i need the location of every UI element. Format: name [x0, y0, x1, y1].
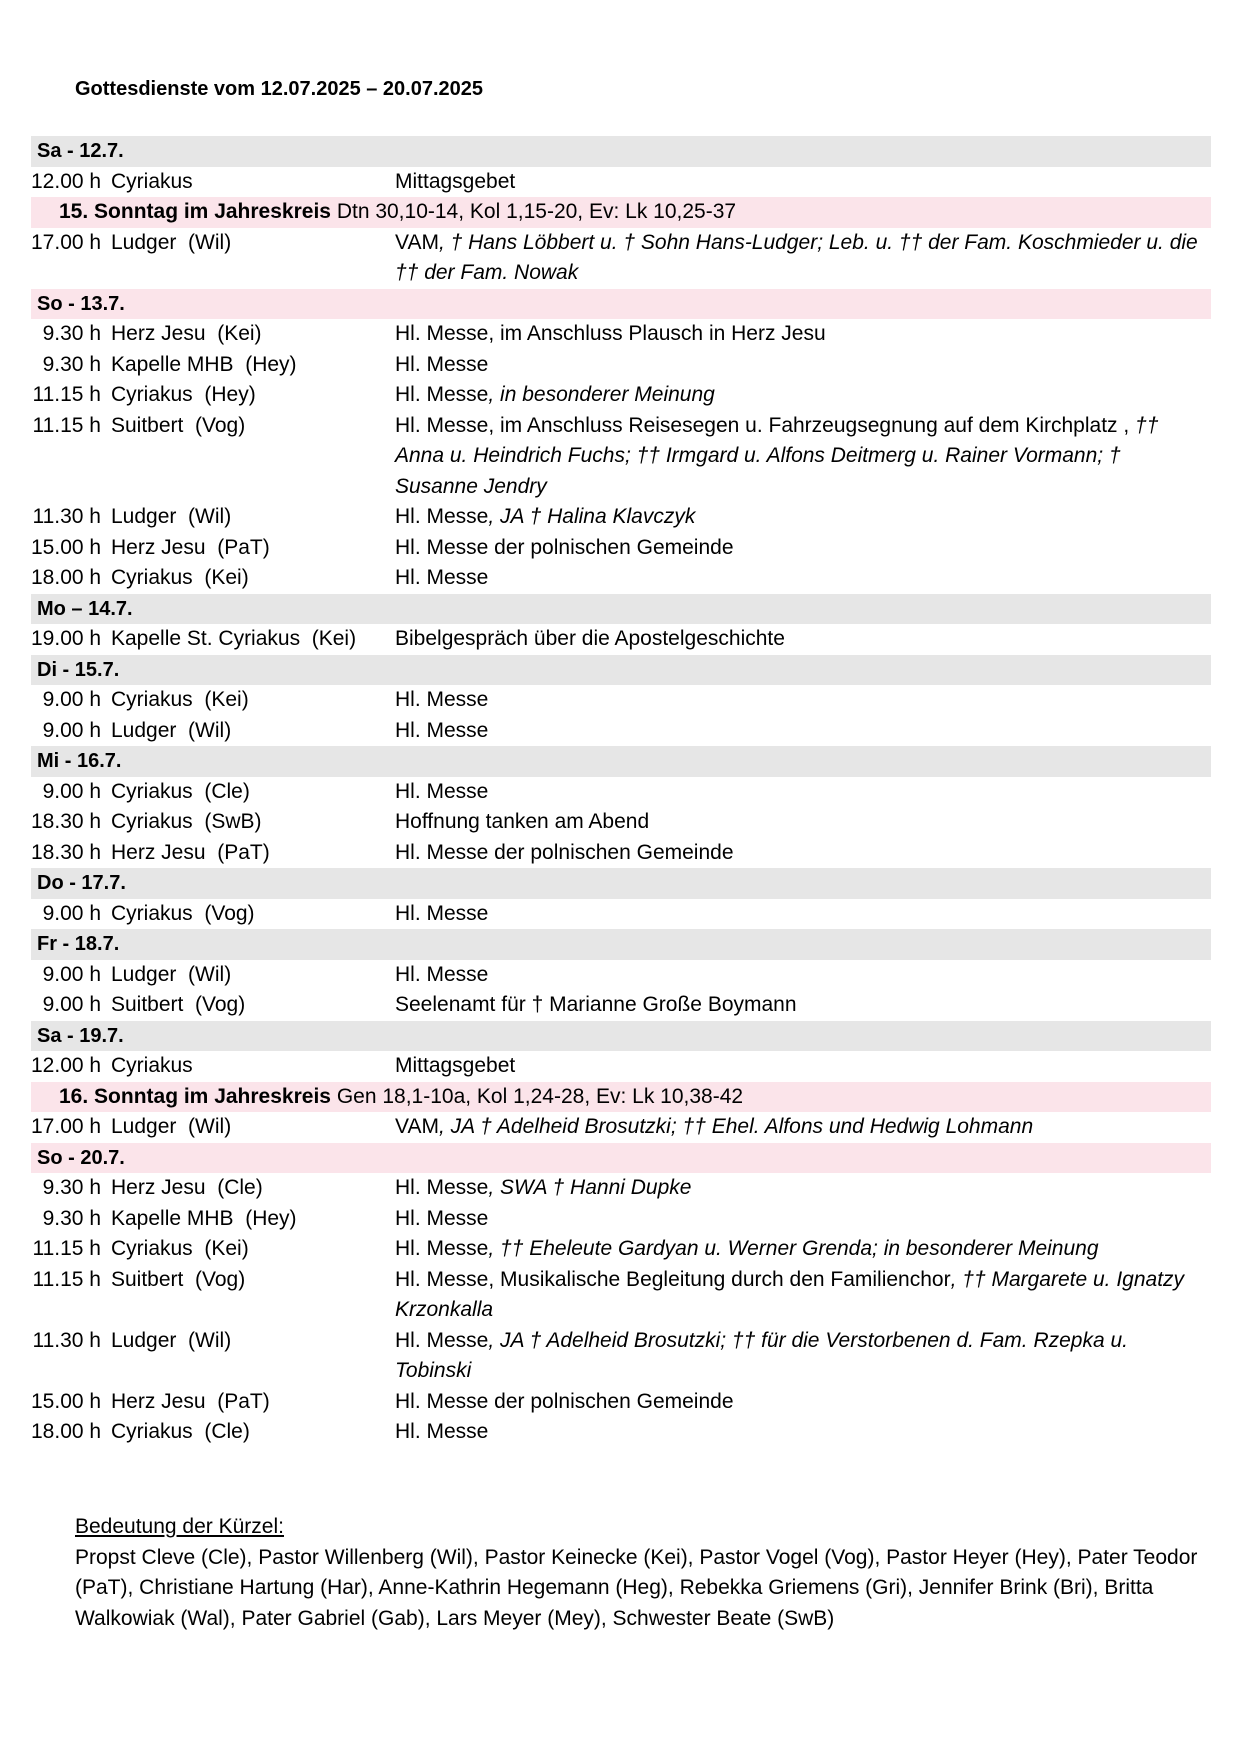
service-description [395, 624, 1211, 655]
service-entry [31, 838, 1211, 869]
service-time: 11.15 h [32, 1237, 101, 1260]
service-type: Bibelgespräch über die Apostelgeschichte [395, 627, 785, 650]
service-location: Herz Jesu (Cle) [111, 1176, 263, 1199]
service-time: 18.00 h [31, 566, 102, 589]
service-time: 9.00 h [42, 779, 101, 803]
service-type: Hl. Messe [395, 1206, 489, 1230]
service-description [395, 899, 1211, 930]
service-type: Mittagsgebet [395, 1054, 516, 1077]
service-location: Cyriakus [111, 1054, 193, 1077]
service-description [395, 1204, 1211, 1235]
service-description [395, 1417, 1211, 1448]
service-time: 19.00 h [31, 627, 102, 650]
service-time: 17.00 h [31, 230, 102, 254]
service-description [395, 411, 1211, 503]
service-type: Hoffnung tanken am Abend [395, 810, 650, 833]
intention-text: , †† Eheleute Gardyan u. Werner Grenda; in besonderer Meinung [488, 1237, 1099, 1260]
service-description [395, 716, 1211, 747]
service-time: 15.00 h [31, 535, 102, 559]
service-time: 9.00 h [42, 718, 101, 742]
service-location: Cyriakus (SwB) [111, 810, 262, 833]
service-entry [31, 319, 1211, 350]
service-type: Hl. Messe [395, 1420, 489, 1443]
day-header: Mo – 14.7. [31, 594, 1211, 625]
service-time: 9.00 h [42, 962, 101, 986]
service-location: Herz Jesu (Kei) [111, 322, 262, 345]
service-type: Hl. Messe, im Anschluss Plausch in Herz Jesu [395, 322, 826, 345]
sunday-header [31, 197, 1211, 228]
service-time: 9.00 h [42, 993, 101, 1016]
service-type: Hl. Messe [395, 352, 489, 376]
service-entry [31, 1417, 1211, 1448]
day-header: Sa - 19.7. [31, 1021, 1211, 1052]
service-description [395, 1234, 1211, 1265]
service-time: 18.30 h [31, 840, 102, 864]
service-description [395, 838, 1211, 869]
service-entry [31, 960, 1211, 991]
service-description [395, 1265, 1211, 1326]
service-entry [31, 1051, 1211, 1082]
service-location: Cyriakus (Kei) [111, 1237, 249, 1260]
service-type: Mittagsgebet [395, 169, 516, 193]
service-time: 15.00 h [31, 1389, 102, 1413]
service-description [395, 1326, 1211, 1387]
service-time: 17.00 h [31, 1115, 102, 1138]
service-entry [31, 1326, 1211, 1387]
service-location: Cyriakus (Vog) [111, 901, 255, 925]
service-type: Hl. Messe, Musikalische Begleitung durch den Familienchor [395, 1267, 951, 1291]
service-type: Hl. Messe [395, 1328, 489, 1352]
service-location: Ludger (Wil) [111, 1328, 232, 1352]
service-type: Hl. Messe der polnischen Gemeinde [395, 535, 734, 559]
legend-text: Propst Cleve (Cle), Pastor Willenberg (Wil), Pastor Keinecke (Kei), Pastor Vogel (Vog), Pastor Heyer (Hey), Pater Teodor (PaT), Christiane Hartung (Har), Anne-Kathrin Hegemann (Heg), Rebekka Griemens (Gri), Jennifer Brink (Bri), Britta Walkowiak (Wal), Pater Gabriel (Gab), Lars Meyer (Mey), Schwester Beate (SwB) [75, 1545, 1198, 1630]
service-description [395, 1112, 1211, 1143]
service-type: Hl. Messe [395, 383, 489, 406]
service-location: Kapelle St. Cyriakus (Kei) [111, 627, 357, 650]
day-header: Do - 17.7. [31, 868, 1211, 899]
service-entry [31, 1387, 1211, 1418]
service-time: 9.30 h [42, 1206, 101, 1230]
intention-text: †† Anna u. Heindrich Fuchs; †† Irmgard u. Alfons Deitmerg u. Rainer Vormann; † Susanne Jendry [395, 413, 1159, 498]
service-location: Ludger (Wil) [111, 230, 232, 254]
service-time: 9.00 h [42, 688, 101, 711]
service-entry [31, 411, 1211, 503]
day-header: So - 20.7. [31, 1143, 1211, 1174]
service-description [395, 533, 1211, 564]
service-time: 18.30 h [31, 810, 102, 833]
intention-text: , JA † Halina Klavczyk [488, 505, 696, 528]
service-entry [31, 1265, 1211, 1326]
service-entry [31, 1234, 1211, 1265]
service-description [395, 990, 1211, 1021]
day-header: Mi - 16.7. [31, 746, 1211, 777]
service-time: 11.15 h [32, 1267, 101, 1291]
service-location: Cyriakus (Cle) [111, 779, 250, 803]
service-location: Suitbert (Vog) [111, 413, 246, 437]
service-type: Hl. Messe [395, 1176, 489, 1199]
day-header: Di - 15.7. [31, 655, 1211, 686]
sunday-header [31, 1082, 1211, 1113]
service-location: Suitbert (Vog) [111, 993, 246, 1016]
service-entry [31, 563, 1211, 594]
service-type: Hl. Messe [395, 1237, 489, 1260]
service-type: Hl. Messe [395, 962, 489, 986]
service-entry [31, 1204, 1211, 1235]
service-description [395, 350, 1211, 381]
service-location: Herz Jesu (PaT) [111, 535, 270, 559]
service-time: 11.30 h [32, 1328, 101, 1352]
service-entry [31, 228, 1211, 289]
intention-text: , SWA † Hanni Dupke [488, 1176, 692, 1199]
service-type: VAM [395, 230, 439, 254]
service-location: Cyriakus (Cle) [111, 1420, 250, 1443]
service-entry [31, 990, 1211, 1021]
service-entry [31, 807, 1211, 838]
service-location: Cyriakus (Kei) [111, 688, 249, 711]
service-location: Ludger (Wil) [111, 1115, 232, 1138]
service-entry [31, 899, 1211, 930]
sunday-readings: Dtn 30,10-14, Kol 1,15-20, Ev: Lk 10,25-37 [336, 200, 737, 223]
service-location: Cyriakus (Hey) [111, 383, 256, 406]
service-location: Ludger (Wil) [111, 505, 232, 528]
service-location: Ludger (Wil) [111, 718, 232, 742]
day-header: Fr - 18.7. [31, 929, 1211, 960]
service-type: VAM [395, 1115, 439, 1138]
service-time: 9.30 h [42, 322, 101, 345]
service-type: Hl. Messe der polnischen Gemeinde [395, 1389, 734, 1413]
service-type: Hl. Messe [395, 688, 489, 711]
service-description [395, 1173, 1211, 1204]
service-time: 18.00 h [31, 1420, 102, 1443]
service-type: Seelenamt für † Marianne Große Boymann [395, 993, 797, 1016]
service-description [395, 563, 1211, 594]
service-description [395, 380, 1211, 411]
service-time: 12.00 h [31, 169, 102, 193]
service-location: Kapelle MHB (Hey) [111, 1206, 297, 1230]
page-title: Gottesdienste vom 12.07.2025 – 20.07.2025 [75, 78, 484, 100]
service-location: Cyriakus [111, 169, 193, 193]
service-entry [31, 777, 1211, 808]
service-location: Suitbert (Vog) [111, 1267, 246, 1291]
service-entry [31, 167, 1211, 198]
service-description [395, 685, 1211, 716]
service-description [395, 502, 1211, 533]
service-time: 12.00 h [31, 1054, 102, 1077]
service-type: Hl. Messe, im Anschluss Reisesegen u. Fahrzeugsegnung auf dem Kirchplatz , [395, 413, 1130, 437]
service-location: Herz Jesu (PaT) [111, 840, 270, 864]
service-entry [31, 350, 1211, 381]
service-description [395, 960, 1211, 991]
service-time: 11.15 h [32, 413, 101, 437]
service-type: Hl. Messe [395, 901, 489, 925]
service-entry [31, 502, 1211, 533]
intention-text: , JA † Adelheid Brosutzki; †† Ehel. Alfons und Hedwig Lohmann [438, 1115, 1034, 1138]
service-time: 9.30 h [42, 352, 101, 376]
service-location: Ludger (Wil) [111, 962, 232, 986]
service-description [395, 1387, 1211, 1418]
service-type: Hl. Messe [395, 718, 489, 742]
service-location: Cyriakus (Kei) [111, 566, 249, 589]
service-description [395, 1051, 1211, 1082]
legend-title: Bedeutung der Kürzel: [75, 1515, 284, 1538]
service-entry [31, 1173, 1211, 1204]
service-time: 9.30 h [42, 1176, 101, 1199]
service-entry [31, 685, 1211, 716]
service-type: Hl. Messe [395, 566, 489, 589]
service-description [395, 167, 1211, 198]
service-description [395, 319, 1211, 350]
service-description [395, 807, 1211, 838]
sunday-name: 16. Sonntag im Jahreskreis [59, 1084, 331, 1108]
service-time: 11.30 h [32, 505, 101, 528]
service-entry [31, 716, 1211, 747]
intention-text: , in besonderer Meinung [488, 383, 715, 406]
service-type: Hl. Messe der polnischen Gemeinde [395, 840, 734, 864]
sunday-name: 15. Sonntag im Jahreskreis [59, 200, 331, 223]
service-location: Kapelle MHB (Hey) [111, 352, 297, 376]
service-description [395, 777, 1211, 808]
intention-text: , †† Margarete u. Ignatzy Krzonkalla [395, 1267, 1185, 1321]
service-description [395, 228, 1211, 289]
service-entry [31, 1112, 1211, 1143]
service-entry [31, 533, 1211, 564]
service-time: 9.00 h [42, 901, 101, 925]
service-schedule [31, 136, 1211, 1448]
service-entry [31, 624, 1211, 655]
abbreviation-legend [75, 1512, 1215, 1634]
service-type: Hl. Messe [395, 505, 489, 528]
day-header: Sa - 12.7. [31, 136, 1211, 167]
service-entry [31, 380, 1211, 411]
service-location: Herz Jesu (PaT) [111, 1389, 270, 1413]
service-type: Hl. Messe [395, 779, 489, 803]
day-header: So - 13.7. [31, 289, 1211, 320]
intention-text: , † Hans Löbbert u. † Sohn Hans-Ludger; Leb. u. †† der Fam. Koschmieder u. die †† der Fam. Nowak [395, 230, 1198, 284]
sunday-readings: Gen 18,1-10a, Kol 1,24-28, Ev: Lk 10,38-42 [336, 1084, 744, 1108]
intention-text: , JA † Adelheid Brosutzki; †† für die Verstorbenen d. Fam. Rzepka u. Tobinski [395, 1328, 1129, 1382]
service-time: 11.15 h [32, 383, 101, 406]
